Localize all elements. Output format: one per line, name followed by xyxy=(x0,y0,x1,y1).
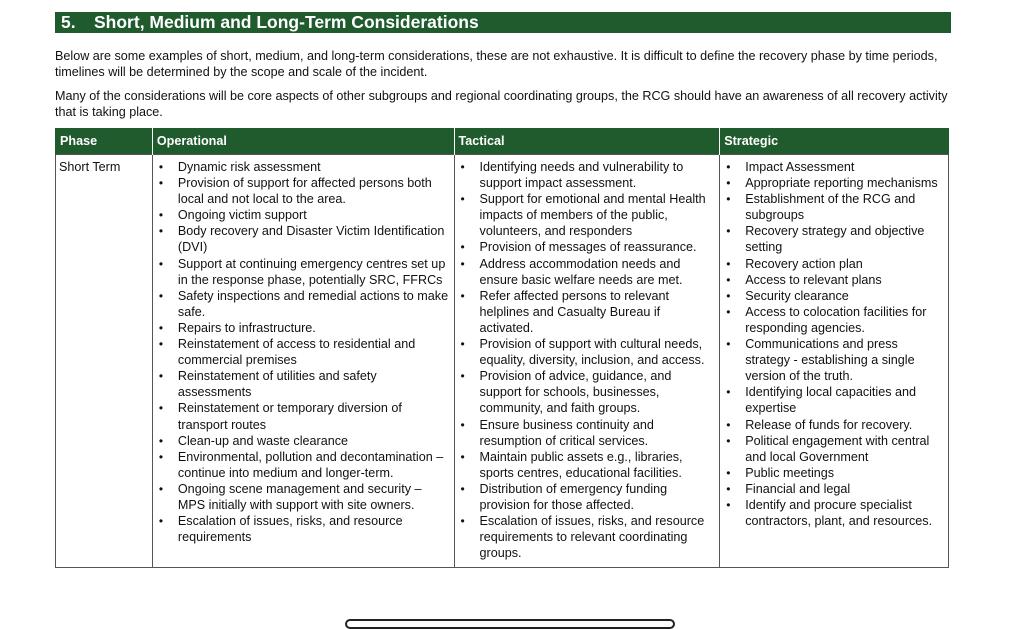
operational-list-item: • Provision of support for affected persons both local and not local to the area. xyxy=(156,175,451,207)
tactical-list-item: • Identifying needs and vulnerability to support impact assessment. xyxy=(458,159,717,191)
strategic-list-item: • Political engagement with central and local Government xyxy=(723,433,945,465)
tactical-cell xyxy=(454,155,720,568)
strategic-list-item: • Access to relevant plans xyxy=(723,272,945,288)
header-phase: Phase xyxy=(56,128,153,155)
operational-list-item: • Reinstatement or temporary diversion of transport routes xyxy=(156,400,451,432)
operational-list-item: • Ongoing victim support xyxy=(156,207,451,223)
strategic-cell xyxy=(720,155,949,568)
intro-paragraph-2: Many of the considerations will be core aspects of other subgroups and regional coordinating groups, the RCG should have an awareness of all recovery activity that is taking place. xyxy=(55,89,948,119)
operational-list xyxy=(156,159,451,545)
tactical-list-item: • Ensure business continuity and resumption of critical services. xyxy=(458,417,717,449)
strategic-list-item: • Release of funds for recovery. xyxy=(723,417,945,433)
strategic-list xyxy=(723,159,945,529)
operational-list-item: • Escalation of issues, risks, and resource requirements xyxy=(156,513,451,545)
strategic-list-item: • Recovery action plan xyxy=(723,256,945,272)
tactical-list-item: • Provision of messages of reassurance. xyxy=(458,239,717,255)
strategic-list-item: • Communications and press strategy - establishing a single version of the truth. xyxy=(723,336,945,384)
strategic-list-item: • Impact Assessment xyxy=(723,159,945,175)
operational-list-item: • Repairs to infrastructure. xyxy=(156,320,451,336)
strategic-list-item: • Access to colocation facilities for responding agencies. xyxy=(723,304,945,336)
tactical-list-item: • Maintain public assets e.g., libraries, sports centres, educational facilities. xyxy=(458,449,717,481)
tactical-list xyxy=(458,159,717,561)
strategic-list-item: • Appropriate reporting mechanisms xyxy=(723,175,945,191)
tactical-list-item: • Provision of support with cultural needs, equality, diversity, inclusion, and access. xyxy=(458,336,717,368)
operational-list-item: • Reinstatement of utilities and safety assessments xyxy=(156,368,451,400)
tactical-list-item: • Address accommodation needs and ensure basic welfare needs are met. xyxy=(458,256,717,288)
operational-list-item: • Support at continuing emergency centres set up in the response phase, potentially SRC, FFRCs xyxy=(156,256,451,288)
phase-cell: Short Term xyxy=(56,155,153,568)
header-strategic: Strategic xyxy=(720,128,949,155)
section-heading xyxy=(55,12,951,33)
strategic-list-item: • Identify and procure specialist contractors, plant, and resources. xyxy=(723,497,945,529)
table-header-row xyxy=(56,128,949,155)
intro-paragraph-1: Below are some examples of short, medium, and long-term considerations, these are not exhaustive. It is difficult to define the recovery phase by time periods, timelines will be determined by the scope and scale of the incident. xyxy=(55,49,938,79)
strategic-list-item: • Financial and legal xyxy=(723,481,945,497)
header-tactical: Tactical xyxy=(454,128,720,155)
operational-list-item: • Dynamic risk assessment xyxy=(156,159,451,175)
strategic-list-item: • Establishment of the RCG and subgroups xyxy=(723,191,945,223)
table-row-short-term xyxy=(56,155,949,568)
operational-list-item: • Environmental, pollution and decontamination – continue into medium and longer-term. xyxy=(156,449,451,481)
strategic-list-item: • Public meetings xyxy=(723,465,945,481)
strategic-list-item: • Identifying local capacities and expertise xyxy=(723,384,945,416)
tactical-list-item: • Escalation of issues, risks, and resource requirements to relevant coordinating groups. xyxy=(458,513,717,561)
header-operational: Operational xyxy=(152,128,454,155)
section-title: Short, Medium and Long-Term Considerations xyxy=(94,12,479,32)
page-footer-bar xyxy=(345,619,675,629)
operational-list-item: • Ongoing scene management and security – MPS initially with support with site owners. xyxy=(156,481,451,513)
strategic-list-item: • Recovery strategy and objective setting xyxy=(723,223,945,255)
tactical-list-item: • Refer affected persons to relevant helplines and Casualty Bureau if activated. xyxy=(458,288,717,336)
tactical-list-item: • Distribution of emergency funding provision for those affected. xyxy=(458,481,717,513)
operational-list-item: • Safety inspections and remedial actions to make safe. xyxy=(156,288,451,320)
tactical-list-item: • Provision of advice, guidance, and support for schools, businesses, community, and faith groups. xyxy=(458,368,717,416)
section-number: 5. xyxy=(61,12,76,32)
operational-list-item: • Reinstatement of access to residential and commercial premises xyxy=(156,336,451,368)
considerations-table xyxy=(55,128,949,568)
operational-list-item: • Clean-up and waste clearance xyxy=(156,433,451,449)
strategic-list-item: • Security clearance xyxy=(723,288,945,304)
operational-list-item: • Body recovery and Disaster Victim Identification (DVI) xyxy=(156,223,451,255)
tactical-list-item: • Support for emotional and mental Health impacts of members of the public, volunteers, and responders xyxy=(458,191,717,239)
operational-cell xyxy=(152,155,454,568)
